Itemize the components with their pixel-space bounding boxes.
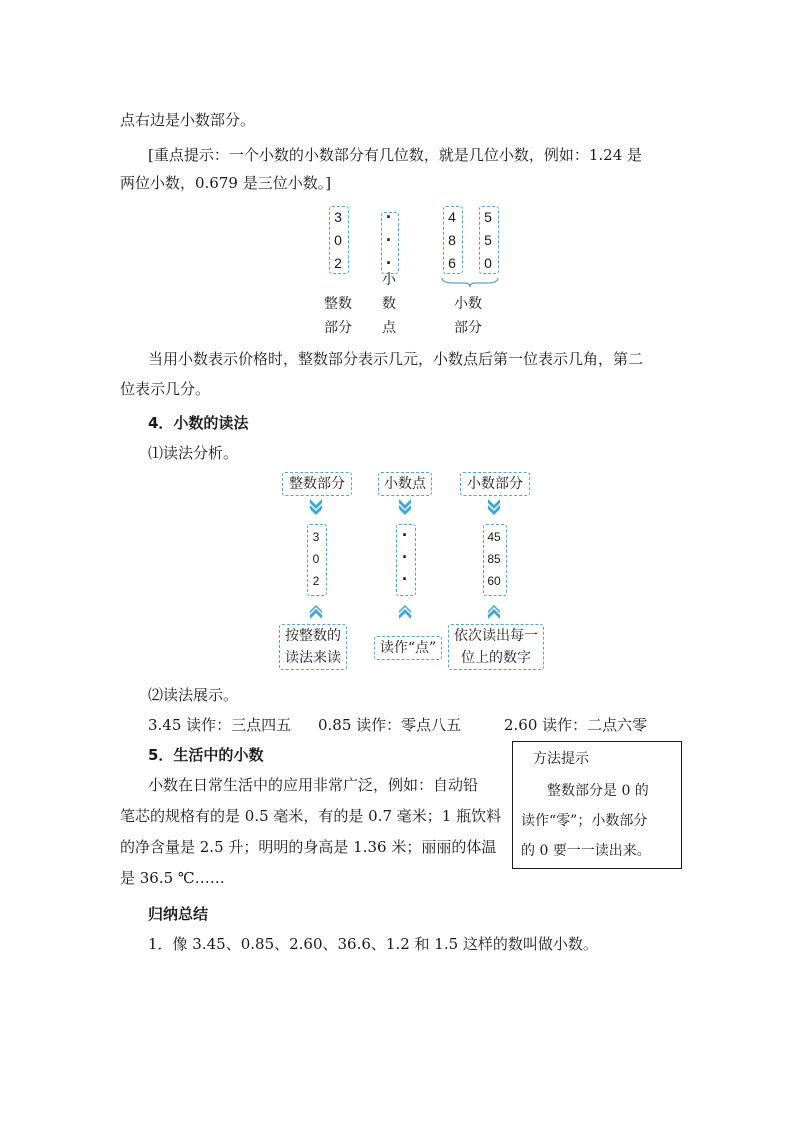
label-line: 数 [382,296,396,312]
reading-example: 2.60 读作：二点六零 [504,716,648,734]
brace-icon [440,276,500,288]
digit: 0 [334,232,342,248]
arrow-up-icon [398,603,412,623]
section-heading: 4．小数的读法 [148,414,249,432]
dot: · [402,547,408,567]
integer-digits [329,206,347,275]
label-integer-part [320,292,356,340]
digit-group: 60 [487,574,501,588]
digit: 3 [334,209,342,225]
arrow-up-icon [309,603,323,623]
summary-line: 1．像 3.45、0.85、2.60、36.6、1.2 和 1.5 这样的数叫做小数。 [148,935,598,953]
paragraph-line: 位表示几分。 [120,380,211,398]
header-decimal-part: 小数部分 [460,472,530,496]
paragraph-line: 小数在日常生活中的应用非常广泛，例如：自动铅 [148,776,479,794]
decimal-values [483,526,505,592]
reading-example: 3.45 读作：三点四五 [148,716,292,734]
label-line: 部分 [324,320,352,336]
header-decimal-point: 小数点 [378,472,432,496]
digit: 8 [448,232,456,248]
digit: 0 [484,255,492,271]
decimal-digits-1 [443,206,461,275]
arrow-down-icon [309,497,323,517]
digit: 3 [312,530,320,544]
integer-digits [307,526,325,592]
method-tip-box [512,741,682,869]
label-line: 整数 [324,296,352,312]
box-point-reading: 读作“点” [374,636,442,660]
digit: 2 [312,574,320,588]
box-line: 读法来读 [285,650,341,666]
method-tip-line: 整数部分是 0 的 [547,783,649,799]
digit: 6 [448,255,456,271]
method-tip-line: 的 0 要一一读出来。 [521,843,651,859]
subsection-heading: ⑴读法分析。 [148,444,239,462]
box-integer-reading [279,624,347,670]
digit: 5 [484,232,492,248]
digit: 4 [448,209,456,225]
digit: 5 [484,209,492,225]
label-line: 部分 [454,320,482,336]
method-tip-line: 读作“零”；小数部分 [521,813,648,829]
box-decimal-reading [448,624,544,670]
box-line: 依次读出每一 [454,628,538,644]
label-decimal-point [378,268,400,340]
arrow-down-icon [398,497,412,517]
paragraph-line: 点右边是小数部分。 [120,111,256,129]
paragraph-line: 是 36.5 ℃…… [120,869,225,887]
digit: 0 [312,552,320,566]
paragraph-line: 当用小数表示价格时，整数部分表示几元，小数点后第一位表示几角，第二 [148,350,644,368]
dot: · [386,253,392,273]
subsection-heading: ⑵读法展示。 [148,686,239,704]
label-line: 点 [382,320,396,336]
dot: · [402,525,408,545]
header-integer-part: 整数部分 [282,472,352,496]
decimal-points [396,524,414,590]
dot: · [386,207,392,227]
dot: · [386,230,392,250]
method-tip-title: 方法提示 [533,751,589,767]
key-tip-line: [重点提示：一个小数的小数部分有几位数，就是几位小数，例如：1.24 是 [148,146,643,164]
label-line: 小数 [454,296,482,312]
reading-example: 0.85 读作：零点八五 [318,716,462,734]
box-line: 按整数的 [285,628,341,644]
box-line: 位上的数字 [461,650,531,666]
label-line: 小 [382,272,396,288]
decimal-points [381,206,397,275]
digit-group: 45 [487,530,501,544]
label-decimal-part [450,292,486,340]
arrow-up-icon [487,603,501,623]
digit: 2 [334,255,342,271]
paragraph-line: 笔芯的规格有的是 0.5 毫米，有的是 0.7 毫米；1 瓶饮料 [120,807,502,825]
key-tip-line: 两位小数，0.679 是三位小数。] [120,174,332,192]
digit-group: 85 [487,552,501,566]
summary-heading: 归纳总结 [148,905,209,923]
paragraph-line: 的净含量是 2.5 升；明明的身高是 1.36 米；丽丽的体温 [120,838,497,856]
section-heading: 5．生活中的小数 [148,746,264,764]
dot: · [402,569,408,589]
arrow-down-icon [487,497,501,517]
decimal-digits-2 [479,206,497,275]
